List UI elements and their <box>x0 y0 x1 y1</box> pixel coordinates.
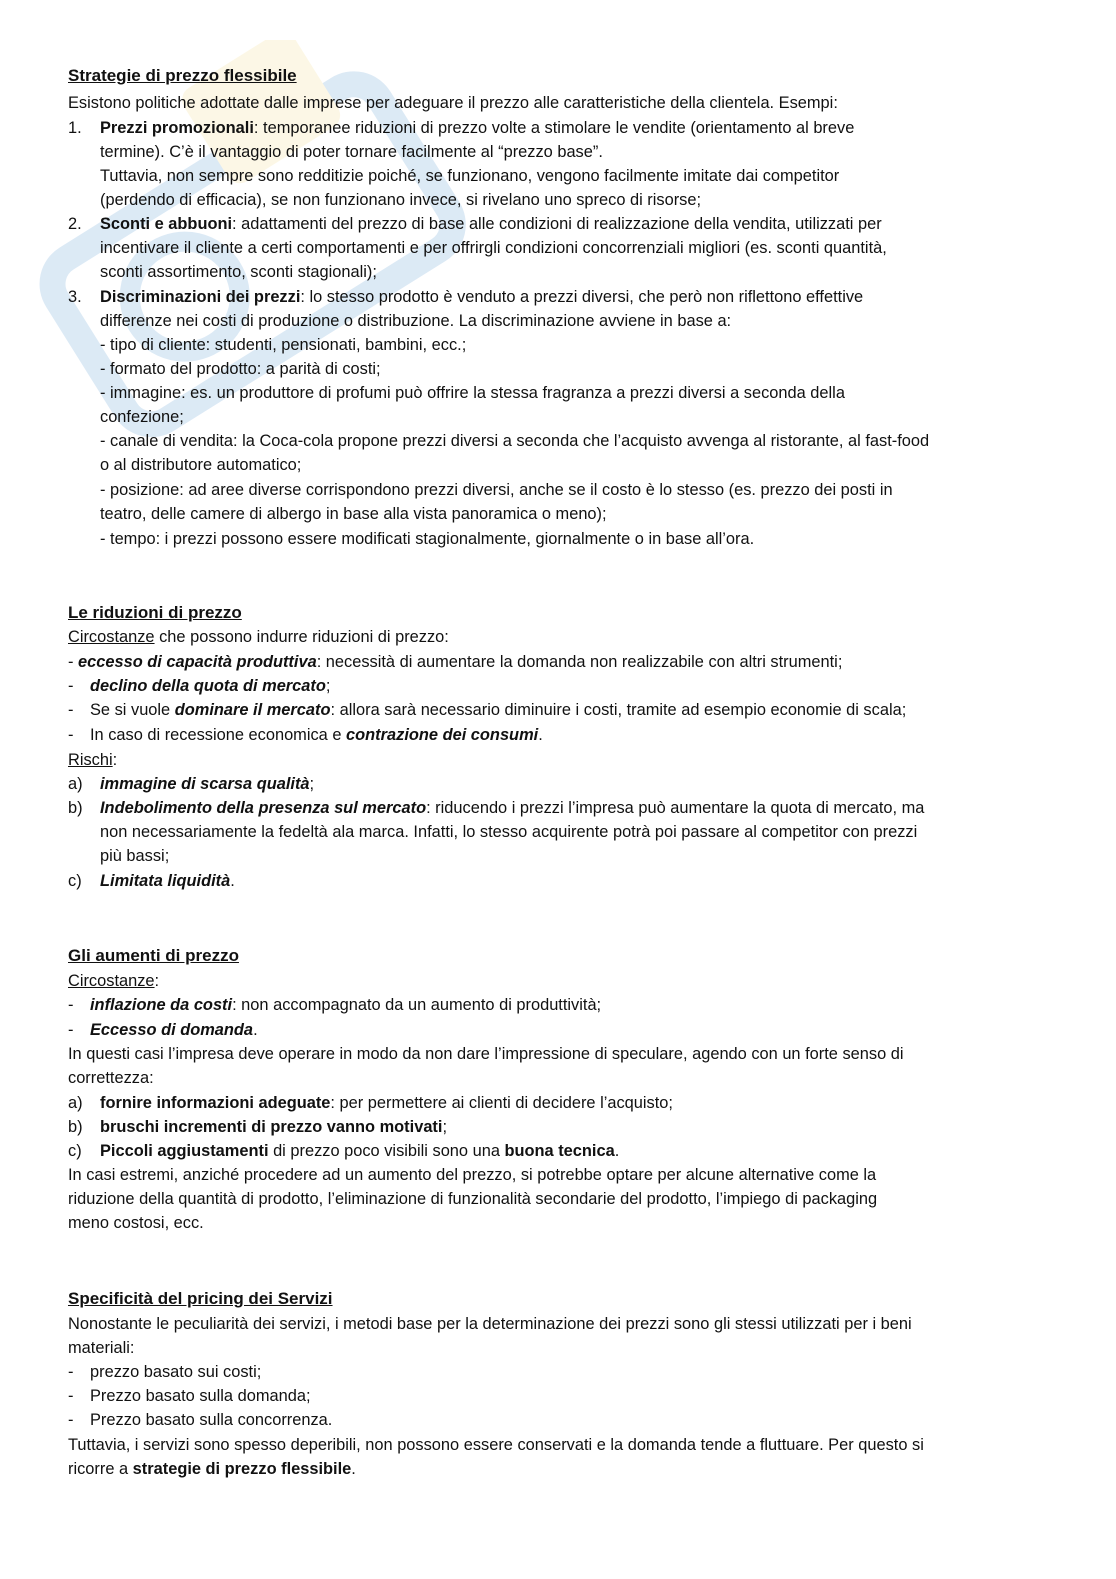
list-item-line: teatro, delle camere di albergo in base alla vista panoramica o meno); <box>100 505 607 523</box>
dash-bullet: - <box>68 1411 74 1429</box>
paragraph-line: meno costosi, ecc. <box>68 1214 204 1232</box>
list-item-line: - tempo: i prezzi possono essere modificati stagionalmente, giornalmente o in base all’ora. <box>100 530 755 548</box>
list-item: In caso di recessione economica e contrazione dei consumi. <box>90 726 543 744</box>
list-item-line: - posizione: ad aree diverse corrispondono prezzi diversi, anche se il costo è lo stesso (es. prezzo dei posti in <box>100 481 893 499</box>
list-item: Se si vuole dominare il mercato: allora sarà necessario diminuire i costi, tramite ad esempio economie di scala; <box>90 701 907 719</box>
list-item-line: termine). C’è il vantaggio di poter tornare facilmente al “prezzo base”. <box>100 143 603 161</box>
list-letter: a) <box>68 775 83 793</box>
paragraph: Nonostante le peculiarità dei servizi, i metodi base per la determinazione dei prezzi sono gli stessi utilizzati per i beni <box>68 1315 912 1333</box>
list-letter: c) <box>68 872 82 890</box>
section-title-servizi: Specificità del pricing dei Servizi <box>68 1289 333 1308</box>
paragraph-line: materiali: <box>68 1339 135 1357</box>
list-item-line: - immagine: es. un produttore di profumi può offrire la stessa fragranza a prezzi diversi a seconda della <box>100 384 845 402</box>
list-item: Discriminazioni dei prezzi: lo stesso prodotto è venduto a prezzi diversi, che però non riflettono effettive <box>100 288 864 306</box>
list-item: Piccoli aggiustamenti di prezzo poco visibili sono una buona tecnica. <box>100 1142 620 1160</box>
paragraph: Circostanze: <box>68 972 160 990</box>
list-item: Indebolimento della presenza sul mercato: riducendo i prezzi l’impresa può aumentare la quota di mercato, ma <box>100 799 925 817</box>
list-letter: b) <box>68 1118 83 1136</box>
dash-bullet: - <box>68 996 74 1014</box>
paragraph: In questi casi l’impresa deve operare in modo da non dare l’impressione di speculare, agendo con un forte senso di <box>68 1045 904 1063</box>
list-item: fornire informazioni adeguate: per permettere ai clienti di decidere l’acquisto; <box>100 1094 673 1112</box>
list-item-line: differenze nei costi di produzione o distribuzione. La discriminazione avviene in base a: <box>100 312 732 330</box>
list-item: bruschi incrementi di prezzo vanno motivati; <box>100 1118 448 1136</box>
list-letter: c) <box>68 1142 82 1160</box>
list-item-line: più bassi; <box>100 847 170 865</box>
dash-bullet: - <box>68 1387 74 1405</box>
list-item-line: incentivare il cliente a certi comportamenti e per offrirgli condizioni concorrenziali migliori (es. sconti quantità, <box>100 239 887 257</box>
section-title-strategie: Strategie di prezzo flessibile <box>68 66 297 85</box>
list-item-line: - canale di vendita: la Coca-cola propone prezzi diversi a seconda che l’acquisto avvenga al ristorante, al fast-food <box>100 432 930 450</box>
list-item: - eccesso di capacità produttiva: necessità di aumentare la domanda non realizzabile con altri strumenti; <box>68 653 843 671</box>
list-item: Eccesso di domanda. <box>90 1021 258 1039</box>
paragraph: In casi estremi, anziché procedere ad un aumento del prezzo, si potrebbe optare per alcune alternative come la <box>68 1166 877 1184</box>
paragraph: Rischi: <box>68 751 118 769</box>
list-item-line: non necessariamente la fedeltà ala marca. Infatti, lo stesso acquirente potrà poi passare al competitor con prezzi <box>100 823 918 841</box>
paragraph-line: riduzione della quantità di prodotto, l’eliminazione di funzionalità secondarie del prodotto, l’impiego di packaging <box>68 1190 878 1208</box>
list-letter: b) <box>68 799 83 817</box>
section-title-aumenti: Gli aumenti di prezzo <box>68 946 239 965</box>
dash-bullet: - <box>68 1363 74 1381</box>
list-item: Sconti e abbuoni: adattamenti del prezzo di base alle condizioni di realizzazione della vendita, utilizzati per <box>100 215 882 233</box>
list-item-line: confezione; <box>100 408 184 426</box>
list-item-line: sconti assortimento, sconti stagionali); <box>100 263 377 281</box>
list-item-line: - formato del prodotto: a parità di costi; <box>100 360 381 378</box>
list-item: prezzo basato sui costi; <box>90 1363 262 1381</box>
paragraph: Circostanze che possono indurre riduzioni di prezzo: <box>68 628 449 646</box>
section-title-riduzioni: Le riduzioni di prezzo <box>68 603 242 622</box>
list-item-line: - tipo di cliente: studenti, pensionati, bambini, ecc.; <box>100 336 467 354</box>
dash-bullet: - <box>68 1021 74 1039</box>
list-item: Limitata liquidità. <box>100 872 235 890</box>
paragraph-line: correttezza: <box>68 1069 154 1087</box>
list-letter: a) <box>68 1094 83 1112</box>
list-item: inflazione da costi: non accompagnato da un aumento di produttività; <box>90 996 602 1014</box>
paragraph: Tuttavia, i servizi sono spesso deperibili, non possono essere conservati e la domanda tende a fluttuare. Per questo si <box>68 1436 924 1454</box>
list-item: Prezzo basato sulla domanda; <box>90 1387 311 1405</box>
list-item-line: o al distributore automatico; <box>100 456 302 474</box>
list-item-line: Tuttavia, non sempre sono redditizie poiché, se funzionano, vengono facilmente imitate dai competitor <box>100 167 840 185</box>
list-item: immagine di scarsa qualità; <box>100 775 315 793</box>
list-item-line: (perdendo di efficacia), se non funzionano invece, si rivelano uno spreco di risorse; <box>100 191 702 209</box>
paragraph-line: ricorre a strategie di prezzo flessibile. <box>68 1460 356 1478</box>
list-number: 3. <box>68 288 82 306</box>
list-number: 2. <box>68 215 82 233</box>
list-item: declino della quota di mercato; <box>90 677 331 695</box>
list-item: Prezzo basato sulla concorrenza. <box>90 1411 333 1429</box>
dash-bullet: - <box>68 726 74 744</box>
dash-bullet: - <box>68 677 74 695</box>
list-number: 1. <box>68 119 82 137</box>
list-item: Prezzi promozionali: temporanee riduzioni di prezzo volte a stimolare le vendite (orientamento al breve <box>100 119 855 137</box>
dash-bullet: - <box>68 701 74 719</box>
paragraph: Esistono politiche adottate dalle imprese per adeguare il prezzo alle caratteristiche della clientela. Esempi: <box>68 94 838 112</box>
